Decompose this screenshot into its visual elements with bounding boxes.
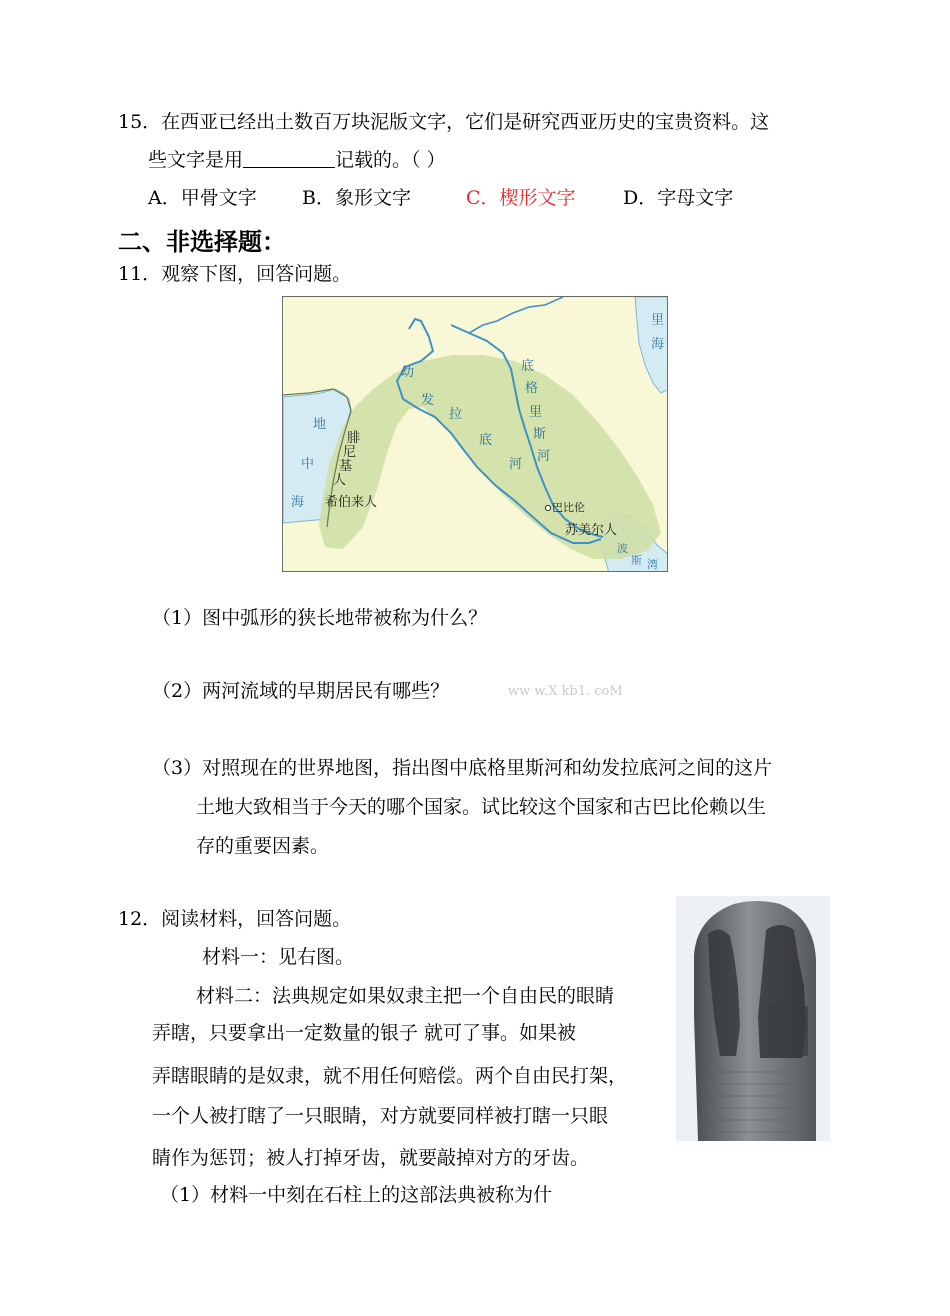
tigris-label-1: 底 [521,359,535,374]
phoenicians-label-2: 尼 [343,445,357,460]
euphrates-label-3: 拉 [449,407,463,422]
caspian-label-1: 里 [651,313,665,328]
stele-drawing [676,896,830,1141]
phoenicians-label-1: 腓 [347,431,361,446]
q12-material2-line3: 弄瞎眼睛的是奴隶，就不用任何赔偿。两个自由民打架， [152,1065,628,1087]
section-heading: 二、非选择题： [118,228,286,256]
q12-material2-line5: 睛作为惩罚；被人打掉牙齿，就要敲掉对方的牙齿。 [152,1147,590,1169]
babylon-marker [545,505,550,510]
mediterranean-label-3: 海 [291,495,305,510]
mediterranean-label-2: 中 [301,457,315,472]
q12-material2-line2: 弄瞎，只要拿出一定数量的银子 就可了事。如果被 [152,1022,577,1044]
q12-sub1: （1）材料一中刻在石柱上的这部法典被称为什 [160,1184,553,1206]
gulf-label-3: 湾 [647,558,658,571]
northern-river [469,297,563,333]
q12-material2-line1: 材料二：法典规定如果奴隶主把一个自由民的眼睛 [196,985,615,1007]
answer-blank [243,149,335,168]
tigris-label-2: 格 [525,381,539,396]
q15-stem-line2 [148,148,446,172]
q15-stem-pre: 些文字是用 [148,149,244,171]
q11-sub1: （1）图中弧形的狭长地带被称为什么？ [152,607,488,629]
euphrates-label-2: 发 [421,393,435,408]
q11-sub3-line1: （3）对照现在的世界地图，指出图中底格里斯河和幼发拉底河之间的这片 [152,757,773,779]
q15-stem-line1: 15．在西亚已经出土数百万块泥版文字，它们是研究西亚历史的宝贵资料。这 [118,111,770,133]
euphrates-label-5: 河 [509,457,523,472]
tigris-label-3: 里 [529,405,543,420]
q11-sub3-line3: 存的重要因素。 [196,835,330,857]
euphrates-label-4: 底 [479,433,493,448]
gulf-label-2: 斯 [631,554,642,567]
q12-title: 12．阅读材料，回答问题。 [118,908,352,930]
q11-title: 11．观察下图，回答问题。 [118,263,352,285]
phoenicians-label-3: 基 [339,459,353,474]
sumerians-label: 苏美尔人 [565,523,618,538]
q12-material2-line4: 一个人被打瞎了一只眼睛，对方就要同样被打瞎一只眼 [152,1105,609,1127]
q11-sub2: （2）两河流域的早期居民有哪些？ [152,680,450,702]
code-stele-image [676,896,830,1141]
q11-sub3-line2: 土地大致相当于今天的哪个国家。试比较这个国家和古巴比伦赖以生 [196,796,767,818]
q15-option-c: C．楔形文字 [466,187,576,209]
q15-option-a: A．甲骨文字 [148,187,257,209]
relief-throne [768,1006,808,1056]
q15-option-d: D．字母文字 [623,187,734,209]
q12-material1: 材料一：见右图。 [202,946,355,968]
mediterranean-label-1: 地 [313,417,327,432]
tigris-label-5: 河 [537,449,551,464]
caspian-label-2: 海 [651,337,665,352]
babylon-label: 巴比伦 [552,501,585,514]
phoenicians-label-4: 人 [333,473,347,488]
euphrates-label-1: 幼 [401,365,415,380]
tigris-label-4: 斯 [533,427,547,442]
watermark-text: ww w.X kb1. coM [508,684,623,699]
q15-stem-post: 记载的。（ ） [335,149,446,171]
fertile-crescent-map [282,296,668,572]
gulf-label-1: 波 [617,542,628,555]
q15-option-b: B．象形文字 [302,187,411,209]
hebrews-label: 希伯来人 [325,495,378,510]
